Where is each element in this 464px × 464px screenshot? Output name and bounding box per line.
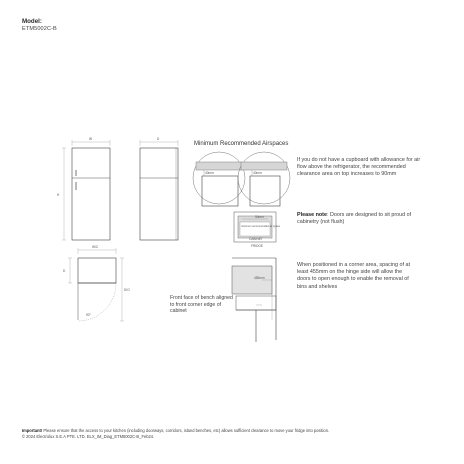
footer-copyright: © 2024 Electrolux S.E.A PTE. LTD. ELX_IM_Diag_ETM5002C-B_Feb24. xyxy=(22,434,155,440)
plan-depth-label: D xyxy=(63,269,66,273)
hinge-clearance-label: 455mm xyxy=(254,276,265,280)
door-angle-label: 90° xyxy=(86,313,91,317)
model-label: Model: xyxy=(22,18,42,25)
plan-door-label: D/O xyxy=(124,288,130,292)
side-depth-label: D xyxy=(157,137,160,141)
corner-position-detail xyxy=(232,258,276,340)
bench-alignment-detail xyxy=(236,296,276,342)
note-no-cupboard: If you do not have a cupboard with allowance for air flow above the refrigerator, the recommended clearance area on top increases to 90mm xyxy=(297,157,421,178)
note-bench-alignment: Front face of bench aligned to front corner edge of cabinet xyxy=(170,295,233,315)
note-corner-spacing: When positioned in a corner area, spacing of at least 455mm on the hinge side will allow the doors to open enough to enable the removal of bins and shelves xyxy=(297,262,410,290)
side-clearance-label: 50mm xyxy=(255,215,264,219)
fridge-label: FRIDGE xyxy=(251,244,264,248)
top-clearance-detail-a xyxy=(193,152,245,206)
top-clearance-b-label: 40mm xyxy=(253,171,262,175)
side-view-fridge xyxy=(140,140,178,240)
front-view-fridge xyxy=(62,140,110,240)
cabinet-label: CABINET xyxy=(249,237,263,241)
model-code: ETM5002C-B xyxy=(22,26,57,32)
cabinet-note-label: minimum recommended air space xyxy=(241,225,281,228)
important-label: Important! xyxy=(22,428,43,433)
front-height-label: H xyxy=(57,193,60,197)
front-width-label: W xyxy=(89,137,93,141)
section-title: Minimum Recommended Airspaces xyxy=(194,141,289,147)
top-clearance-detail-b xyxy=(238,152,290,206)
top-clearance-a-label: 40mm xyxy=(205,171,214,175)
plan-view-fridge xyxy=(68,248,124,321)
please-note-label: Please note xyxy=(297,212,327,218)
please-note-text: : Doors are designed to sit proud of cabinetry (not flush) xyxy=(297,212,412,226)
plan-width-label: W/C xyxy=(92,245,99,249)
important-text: Please ensure that the access to your kitchen (including doorways, corridors, island benches, etc) allows sufficient clearance to move your fridge into position. xyxy=(42,428,330,433)
